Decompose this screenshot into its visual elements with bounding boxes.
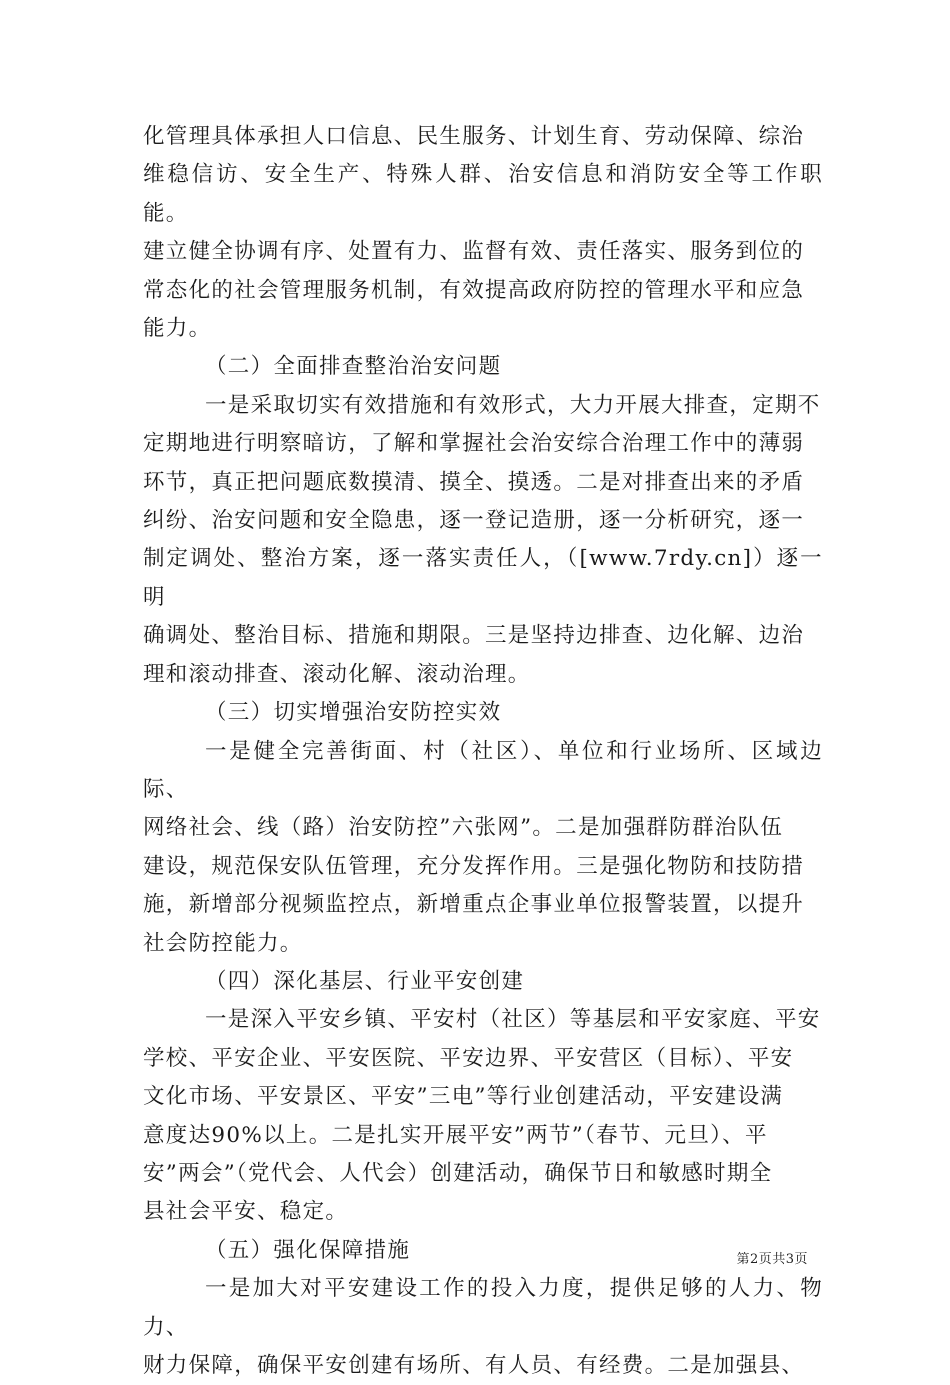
paragraph-line: 学校、平安企业、平安医院、平安边界、平安营区（目标）、平安 — [143, 1045, 794, 1071]
paragraph-line: 定期地进行明察暗访，了解和掌握社会治安综合治理工作中的薄弱 — [143, 431, 805, 457]
paragraph-line: 社会防控能力。 — [143, 930, 303, 956]
paragraph-line: 一是深入平安乡镇、平安村（社区）等基层和平安家庭、平安 — [205, 1007, 821, 1033]
paragraph-line: 维稳信访、安全生产、特殊人群、治安信息和消防安全等工作职能。 — [143, 162, 823, 226]
paragraph-line: 施，新增部分视频监控点，新增重点企事业单位报警装置，以提升 — [143, 892, 805, 918]
document-body — [143, 118, 823, 1385]
paragraph-line: 制定调处、整治方案，逐一落实责任人，（[www.7rdy.cn]）逐一明 — [143, 546, 823, 610]
paragraph-line: 纠纷、治安问题和安全隐患，逐一登记造册，逐一分析研究，逐一 — [143, 508, 805, 534]
paragraph-line: 能力。 — [143, 316, 212, 342]
paragraph-line: 文化市场、平安景区、平安”三电”等行业创建活动，平安建设满 — [143, 1084, 784, 1110]
paragraph-line: 意度达90%以上。二是扎实开展平安”两节”（春节、元旦）、平 — [143, 1122, 768, 1148]
paragraph-line: 建立健全协调有序、处置有力、监督有效、责任落实、服务到位的 — [143, 239, 805, 265]
paragraph-line: 确调处、整治目标、措施和期限。三是坚持边排查、边化解、边治 — [143, 623, 805, 649]
paragraph-line: 化管理具体承担人口信息、民生服务、计划生育、劳动保障、综治 — [143, 124, 805, 149]
paragraph-line: 网络社会、线（路）治安防控”六张网”。二是加强群防群治队伍 — [143, 815, 784, 841]
section-heading: （四）深化基层、行业平安创建 — [205, 968, 525, 994]
paragraph-line: 县社会平安、稳定。 — [143, 1199, 349, 1225]
section-heading: （五）强化保障措施 — [205, 1237, 411, 1263]
paragraph-line: 环节，真正把问题底数摸清、摸全、摸透。二是对排查出来的矛盾 — [143, 469, 805, 495]
section-heading: （二）全面排查整治治安问题 — [205, 354, 502, 380]
paragraph-line: 一是加大对平安建设工作的投入力度，提供足够的人力、物力、 — [143, 1276, 823, 1340]
paragraph-line: 理和滚动排查、滚动化解、滚动治理。 — [143, 661, 531, 687]
page-number: 第2页共3页 — [736, 1252, 808, 1267]
paragraph-line: 建设，规范保安队伍管理，充分发挥作用。三是强化物防和技防措 — [143, 853, 805, 879]
paragraph-line: 财力保障，确保平安创建有场所、有人员、有经费。二是加强县、 — [143, 1353, 805, 1378]
paragraph-line: 常态化的社会管理服务机制，有效提高政府防控的管理水平和应急 — [143, 277, 805, 303]
section-heading: （三）切实增强治安防控实效 — [205, 700, 502, 726]
paragraph-line: 一是采取切实有效措施和有效形式，大力开展大排查，定期不 — [205, 392, 821, 418]
paragraph-line: 一是健全完善街面、村（社区）、单位和行业场所、区域边际、 — [143, 738, 823, 802]
paragraph-line: 安”两会”（党代会、人代会）创建活动，确保节日和敏感时期全 — [143, 1160, 773, 1186]
